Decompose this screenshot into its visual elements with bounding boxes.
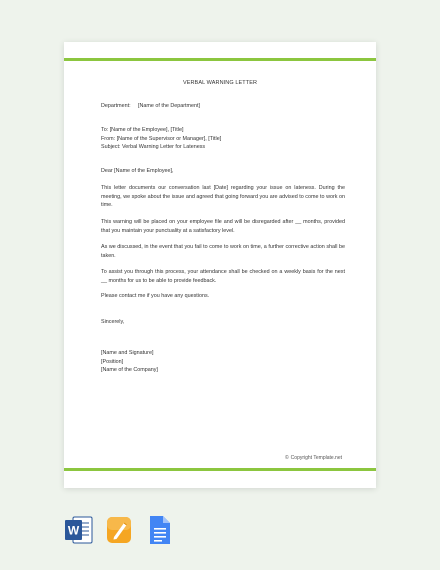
document-page xyxy=(64,42,376,488)
paragraph-2: This warning will be placed on your employee file and will be disregarded after __ months, provided that you maintain your punctuality at a satisfactory level. xyxy=(101,219,345,234)
subject-line: Subject: Verbal Warning Letter for Lateness xyxy=(101,144,206,151)
paragraph-4: To assist you through this process, your attendance shall be checked on a weekly basis for the next __ months for us to be able to provide feedback. xyxy=(101,269,345,284)
paragraph-1: This letter documents our conversation last [Date] regarding your issue on lateness. During the meeting, we spoke about the issue and agreed that going forward you are advised to come to work on time. xyxy=(101,185,345,209)
signature-name: [Name and Signature] xyxy=(101,350,154,356)
department-line xyxy=(101,102,345,111)
salutation: Dear [Name of the Employee], xyxy=(101,168,174,174)
google-docs-icon[interactable] xyxy=(144,514,174,551)
bottom-green-rule xyxy=(64,468,376,471)
department-value: [Name of the Department] xyxy=(138,103,201,109)
from-line: From: [Name of the Supervisor or Manager], [Title] xyxy=(101,135,222,142)
word-icon[interactable] xyxy=(64,514,94,551)
closing: Sincerely, xyxy=(101,319,125,325)
copyright-text: Copyright Template.net xyxy=(290,455,342,461)
pages-icon[interactable] xyxy=(104,514,134,551)
signature-position: [Position] xyxy=(101,358,124,365)
department-label: Department: xyxy=(101,103,131,109)
top-green-rule xyxy=(64,58,376,61)
word-icon-letter: W xyxy=(67,523,80,538)
copyright xyxy=(64,455,342,461)
copyright-symbol: © xyxy=(284,455,289,461)
document-title: VERBAL WARNING LETTER xyxy=(182,80,258,86)
signature-company: [Name of the Company] xyxy=(101,367,158,374)
to-line: To: [Name of the Employee], [Title] xyxy=(101,127,184,133)
paragraph-3: As we discussed, in the event that you fail to come to work on time, a further corrective action shall be taken. xyxy=(101,244,345,259)
paragraph-5: Please contact me if you have any questions. xyxy=(101,293,210,299)
